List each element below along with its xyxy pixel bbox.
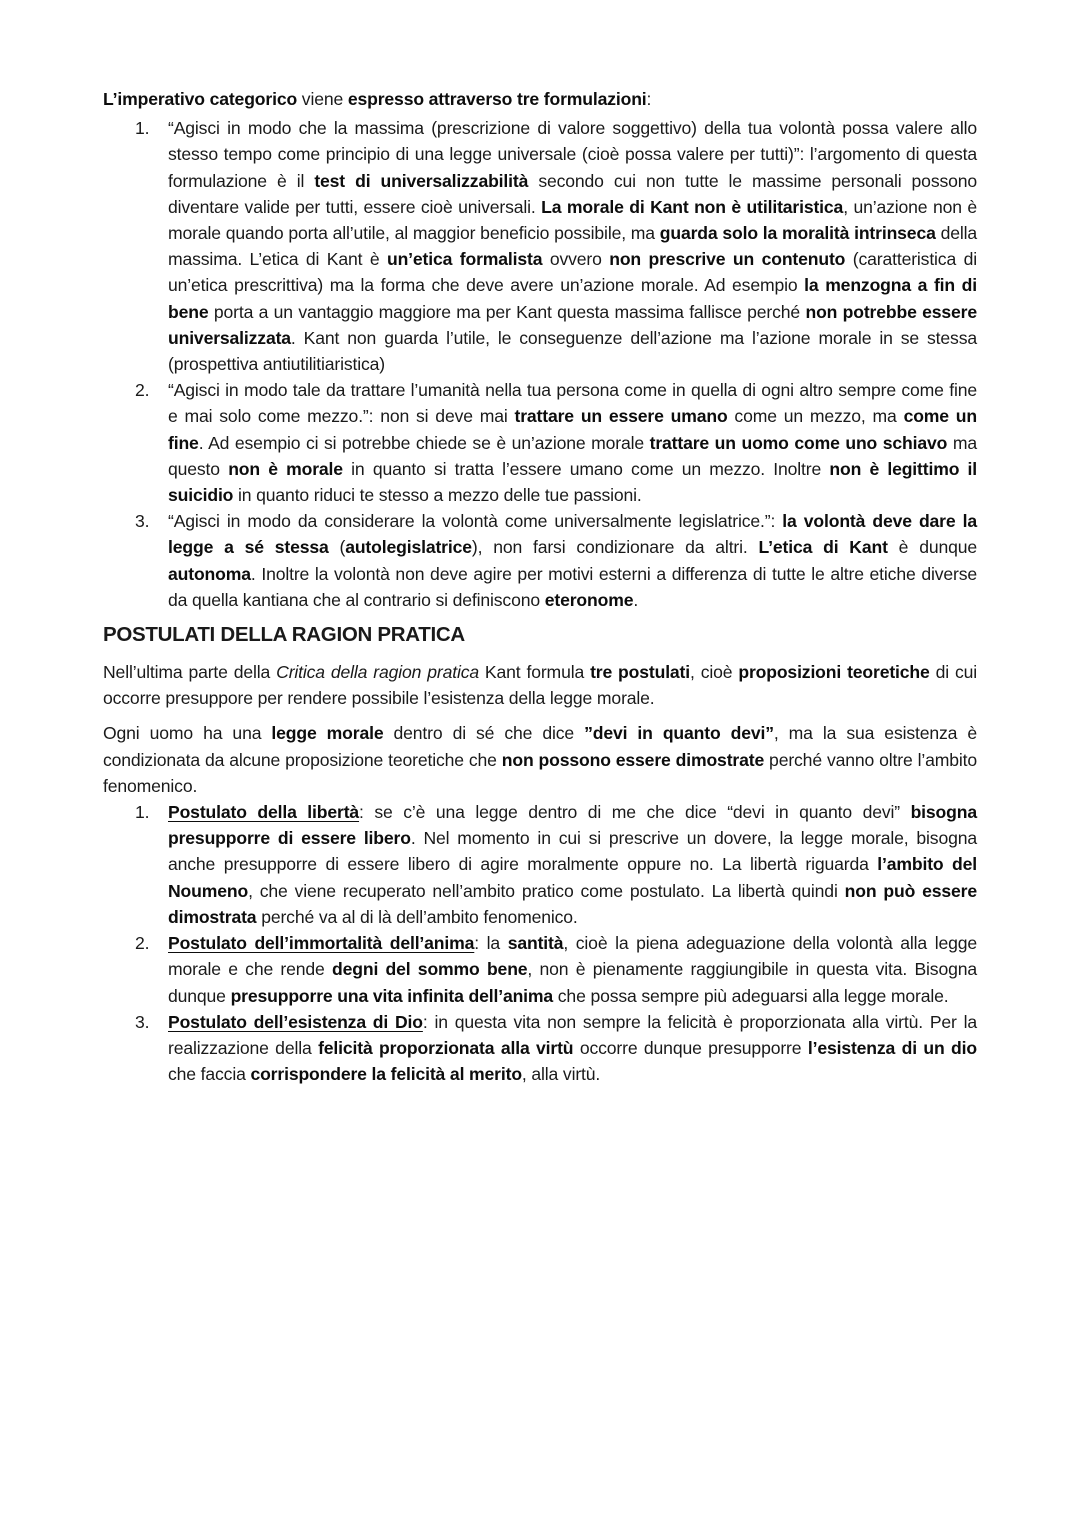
bold-text: legge morale	[271, 723, 384, 744]
list-item-postulato-liberta	[103, 799, 977, 930]
bold-text: non potrebbe essere universalizzata	[168, 301, 977, 348]
list-number: 3.	[135, 1011, 150, 1032]
text-run: , un’azione non è morale quando porta all’utile, al maggior beneficio possibile, ma	[168, 196, 977, 244]
text-run: dentro di sé che dice	[383, 723, 585, 744]
text-run: come un mezzo, ma	[727, 406, 904, 427]
bold-text: ”devi in quanto devi”	[584, 723, 774, 744]
list-item-postulato-dio	[103, 1009, 977, 1088]
bold-text: L’etica di Kant	[758, 537, 888, 558]
text-run: della massima. L’etica di Kant è	[168, 223, 977, 270]
paragraph-critica	[103, 659, 977, 711]
list-item-text	[168, 380, 977, 505]
italic-text: Critica della ragion pratica	[276, 662, 479, 683]
text-run: (caratteristica di un’etica prescrittiva) ma la forma che deve avere un’azione morale. Ad esempio	[168, 249, 977, 296]
bold-text: un’etica formalista	[386, 249, 543, 270]
text-run: Ogni uomo ha una	[103, 723, 272, 744]
text-run: che possa sempre più adeguarsi alla legge morale.	[553, 985, 949, 1006]
text-run: ovvero	[542, 249, 610, 270]
document-page	[103, 86, 977, 1087]
text-run: occorre dunque presupporre	[573, 1037, 808, 1058]
bold-text: eteronome	[544, 589, 634, 610]
text-run: viene	[297, 89, 348, 109]
bold-text: L’imperativo categorico	[103, 89, 298, 109]
list-item-formulazione-3	[103, 508, 977, 613]
list-item-formulazione-2	[103, 377, 977, 508]
text-run: , non è pienamente raggiungibile in questa vita. Bisogna dunque	[168, 959, 977, 1006]
text-run: che faccia	[168, 1064, 251, 1085]
list-item-postulato-immortalita	[103, 930, 977, 1009]
underlined-bold-text: Postulato della libertà	[168, 802, 360, 823]
underlined-bold-text: Postulato dell’esistenza di Dio	[168, 1011, 423, 1032]
intro-paragraph	[103, 86, 977, 112]
bold-text: l’ambito del Noumeno	[168, 854, 977, 901]
text-run: (	[328, 537, 346, 558]
text-run: Nell’ultima parte della	[103, 662, 277, 683]
bold-text: proposizioni teoretiche	[738, 662, 930, 683]
text-run: . Inoltre la volontà non deve agire per motivi esterni a differenza di tutte le altre etiche diverse da quella kantiana che al contrario si definiscono	[168, 563, 977, 610]
text-run: Kant formula	[478, 662, 591, 683]
list-item-text	[168, 118, 977, 374]
bold-text: felicità proporzionata alla virtù	[318, 1037, 574, 1058]
formulazioni-list	[103, 115, 977, 613]
text-run: . Kant non guarda l’utile, le conseguenze dell’azione ma l’azione morale in se stessa (prospettiva antiutilitiaristica)	[168, 327, 977, 375]
paragraph-legge-morale	[103, 720, 977, 799]
text-run: , ma la sua esistenza è condizionata da alcune proposizione teoretiche che	[103, 723, 977, 770]
text-run: “Agisci in modo che la massima (prescrizione di valore soggettivo) della tua volontà possa valere allo stesso tempo come principio di una legge universale (cioè possa valere per tutti)”: l’argomento di questa formulazione è il	[168, 118, 977, 191]
bold-text: santità	[507, 933, 564, 954]
text-run: . Ad esempio ci si potrebbe chiede se è un’azione morale	[198, 432, 650, 453]
bold-text: tre postulati	[590, 662, 691, 683]
list-item-text	[168, 933, 977, 1005]
list-item-text	[168, 802, 977, 927]
text-run: .	[633, 589, 639, 610]
bold-text: corrispondere la felicità al merito	[250, 1064, 522, 1085]
text-run: perché vanno oltre l’ambito fenomenico.	[103, 749, 977, 796]
bold-text: autonoma	[168, 563, 251, 584]
bold-text: non è legittimo il suicidio	[168, 458, 978, 506]
text-run: , cioè	[690, 662, 739, 683]
bold-text: guarda solo la moralità intrinseca	[659, 223, 936, 244]
list-item-text	[168, 511, 977, 610]
text-run: , che viene recuperato nell’ambito pratico come postulato. La libertà quindi	[248, 880, 845, 901]
bold-text: non prescrive un contenuto	[609, 249, 846, 270]
bold-text: la volontà deve dare la legge a sé stessa	[168, 511, 977, 558]
list-number: 1.	[135, 118, 150, 139]
list-number: 2.	[135, 380, 150, 401]
text-run: ma questo	[168, 432, 977, 479]
text-run: : la	[474, 933, 508, 954]
text-run: di cui occorre presuppore per rendere possibile l’esistenza della legge morale.	[103, 662, 977, 709]
text-run: secondo cui non tutte le massime personali possono diventare valide per tutti, essere cioè universali.	[168, 170, 978, 217]
text-run: porta a un vantaggio maggiore ma per Kant questa massima fallisce perché	[208, 301, 806, 322]
text-run: in quanto si tratta l’essere umano come un mezzo. Inoltre	[342, 458, 830, 479]
text-run: , alla virtù.	[521, 1064, 601, 1085]
bold-text: autolegislatrice	[345, 537, 472, 558]
bold-text: trattare un essere umano	[514, 406, 728, 427]
bold-text: presupporre una vita infinita dell’anima	[230, 985, 554, 1006]
bold-text: l’esistenza di un dio	[807, 1037, 977, 1058]
text-run: “Agisci in modo tale da trattare l’umanità nella tua persona come in quella di ogni altro sempre come fine e mai solo come mezzo.”: non si deve mai	[168, 380, 977, 427]
bold-text: non è morale	[228, 458, 343, 479]
text-run: , cioè la piena adeguazione della volontà alla legge morale e che rende	[168, 933, 978, 980]
text-run: ), non farsi condizionare da altri.	[471, 537, 759, 558]
list-number: 3.	[135, 511, 150, 532]
text-run: “Agisci in modo da considerare la volontà come universalmente legislatrice.”:	[168, 511, 783, 532]
list-item-text	[168, 1012, 977, 1084]
bold-text: la menzogna a fin di bene	[168, 275, 977, 322]
underlined-bold-text: Postulato dell’immortalità dell’anima	[168, 933, 475, 954]
list-number: 2.	[135, 933, 150, 954]
text-run: in quanto riduci te stesso a mezzo delle tue passioni.	[233, 485, 642, 506]
postulati-list	[103, 799, 977, 1087]
bold-text: espresso attraverso tre formulazioni	[347, 89, 647, 109]
bold-text: non possono essere dimostrate	[501, 749, 765, 770]
bold-text: trattare un uomo come uno schiavo	[649, 432, 948, 453]
bold-text: La morale di Kant non è utilitaristica	[541, 196, 844, 217]
text-run: . Nel momento in cui si prescrive un dovere, la legge morale, bisogna anche presupporre di essere libero di agire moralmente oppure no. La libertà riguarda	[168, 828, 977, 875]
bold-text: test di universalizzabilità	[314, 170, 529, 191]
list-number: 1.	[135, 802, 150, 823]
list-item-formulazione-1	[103, 115, 977, 377]
bold-text: non può essere dimostrata	[168, 880, 977, 927]
text-run: :	[646, 89, 652, 109]
text-run: perché va al di là dell’ambito fenomenico.	[256, 906, 578, 927]
bold-text: degni del sommo bene	[332, 959, 528, 980]
text-run: : in questa vita non sempre la felicità è proporzionata alla virtù. Per la realizzazione della	[168, 1011, 977, 1058]
text-run: : se c’è una legge dentro di me che dice “devi in quanto devi”	[359, 802, 911, 823]
section-heading: POSTULATI DELLA RAGION PRATICA	[103, 623, 465, 647]
text-run: è dunque	[887, 537, 977, 558]
bold-text: bisogna presupporre di essere libero	[168, 802, 977, 849]
bold-text: come un fine	[168, 406, 977, 453]
